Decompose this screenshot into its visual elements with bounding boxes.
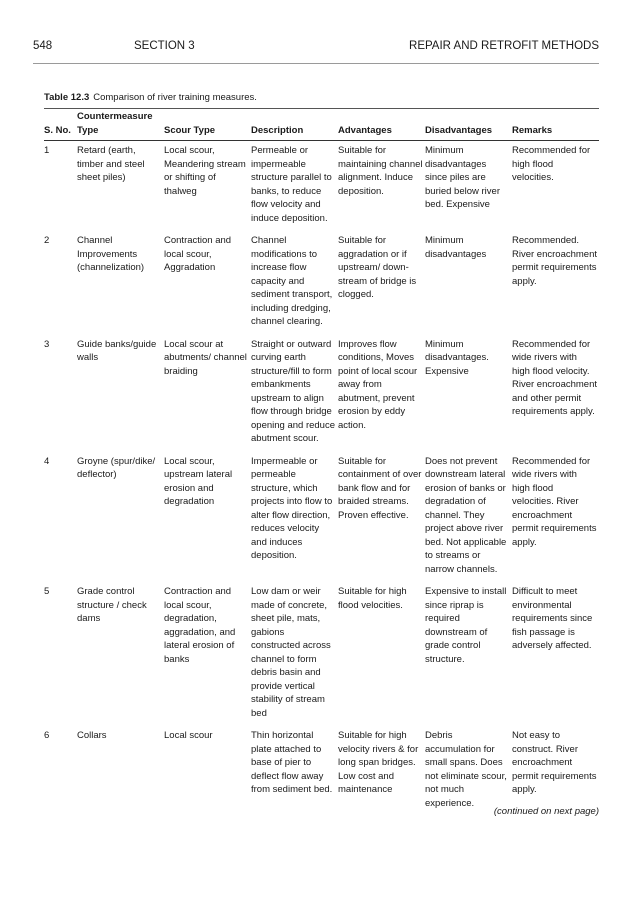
table-cell: Suitable for maintaining channel alignment. Induce deposition. bbox=[338, 145, 423, 197]
table-cell: Recommended for wide rivers with high flood velocities. River encroachment permit requirements apply. bbox=[512, 455, 597, 548]
table-cell: Retard (earth, timber and steel sheet piles) bbox=[77, 145, 145, 183]
table-label: Table 12.3 bbox=[44, 92, 90, 103]
table-caption bbox=[44, 92, 257, 103]
table-cell: Channel modifications to increase flow capacity and sediment transport, including dredging, channel clearing. bbox=[251, 235, 333, 327]
comparison-table bbox=[44, 110, 599, 815]
column-header: Scour Type bbox=[164, 124, 216, 136]
table-cell: 3 bbox=[44, 338, 50, 350]
table-cell: Low dam or weir made of concrete, sheet pile, mats, gabions constructed across channel to form debris basin and provide vertical stability of stream bed bbox=[251, 586, 331, 719]
table-cell: Minimum disadvantages. Expensive bbox=[425, 338, 489, 377]
column-header: Remarks bbox=[512, 124, 553, 136]
table-cell: Does not prevent downstream lateral erosion of banks or degradation of channel. They project above river bed. Not applicable to streams or narrow channels. bbox=[425, 455, 507, 575]
table-cell: 2 bbox=[44, 235, 50, 246]
table-cell: Difficult to meet environmental requirements since fish passage is adversely affected. bbox=[512, 586, 593, 651]
table-cell: Guide banks/guide walls bbox=[77, 338, 157, 363]
page-header bbox=[33, 40, 599, 58]
table-caption-text: Comparison of river training measures. bbox=[93, 92, 257, 103]
column-header: Countermeasure Type bbox=[77, 111, 153, 136]
table-cell: 6 bbox=[44, 730, 50, 741]
column-header: S. No. bbox=[44, 124, 71, 136]
table-cell: 1 bbox=[44, 145, 50, 156]
table-row bbox=[44, 725, 599, 815]
table-cell: Debris accumulation for small spans. Does not eliminate scour, not much experience. bbox=[425, 730, 507, 809]
table-row bbox=[44, 140, 599, 230]
table-cell: Permeable or impermeable structure parallel to banks, to reduce flow velocity and induce deposition. bbox=[251, 145, 332, 224]
table-cell: Recommended. River encroachment permit requirements apply. bbox=[512, 235, 598, 287]
section-label: SECTION 3 bbox=[134, 40, 195, 52]
column-header: Advantages bbox=[338, 124, 392, 136]
table-cell: Groyne (spur/dike/ deflector) bbox=[77, 455, 156, 480]
column-header: Description bbox=[251, 124, 304, 136]
table-cell: Straight or outward curving earth structure/fill to form embankments upstream to align flow through bridge opening and reduce abutment scour. bbox=[251, 338, 335, 444]
table-cell: Expensive to install since riprap is required downstream of grade control structure. bbox=[425, 586, 507, 665]
table-cell: Grade control structure / check dams bbox=[77, 586, 147, 624]
table-cell: Impermeable or permeable structure, which projects into flow to alter flow direction, reduces velocity and induces deposition. bbox=[251, 455, 333, 561]
table-cell: Local scour, Meandering stream or shifting of thalweg bbox=[164, 145, 246, 197]
table-cell: Local scour, upstream lateral erosion and degradation bbox=[164, 455, 233, 507]
table-cell: Channel Improvements (channelization) bbox=[77, 235, 145, 273]
table-cell: Recommended for high flood velocities. bbox=[512, 145, 591, 183]
table-row bbox=[44, 334, 599, 451]
table-cell: Collars bbox=[77, 730, 107, 741]
table-cell: Improves flow conditions, Moves point of local scour away from abutment, prevent erosion by eddy action. bbox=[338, 338, 418, 431]
table-cell: Recommended for wide rivers with high flood velocity. River encroachment and other permit requirements apply. bbox=[512, 338, 598, 417]
table-cell: Minimum disadvantages since piles are buried below river bed. Expensive bbox=[425, 145, 500, 210]
table-row bbox=[44, 230, 599, 334]
chapter-title: REPAIR AND RETROFIT METHODS bbox=[409, 40, 599, 52]
table-cell: Local scour bbox=[164, 730, 213, 741]
table-cell: Suitable for high velocity rivers & for long span bridges. Low cost and maintenance bbox=[338, 730, 419, 795]
column-header: Disadvantages bbox=[425, 124, 493, 136]
table-cell: 5 bbox=[44, 586, 50, 597]
table-cell: Contraction and local scour, Aggradation bbox=[164, 235, 232, 273]
table-row bbox=[44, 451, 599, 582]
table-header-row bbox=[44, 110, 599, 140]
table-row bbox=[44, 581, 599, 725]
table-cell: Local scour at abutments/ channel braiding bbox=[164, 338, 247, 377]
table-cell: Contraction and local scour, degradation, aggradation, and lateral erosion of banks bbox=[164, 586, 236, 665]
header-divider bbox=[33, 63, 599, 64]
table-cell: Not easy to construct. River encroachment permit requirements apply. bbox=[512, 730, 597, 795]
table-cell: Suitable for aggradation or if upstream/ down-stream of bridge is clogged. bbox=[338, 235, 417, 300]
table-top-rule bbox=[44, 108, 599, 109]
table-cell: 4 bbox=[44, 455, 50, 467]
table-cell: Minimum disadvantages bbox=[425, 235, 487, 260]
page-number: 548 bbox=[33, 40, 53, 52]
continued-note: (continued on next page) bbox=[493, 806, 599, 817]
table-cell: Suitable for high flood velocities. bbox=[338, 586, 407, 611]
table-cell: Suitable for containment of over bank flow and for braided streams. Proven effective. bbox=[338, 455, 422, 521]
table-cell: Thin horizontal plate attached to base of pier to deflect flow away from sediment bed. bbox=[251, 730, 333, 795]
